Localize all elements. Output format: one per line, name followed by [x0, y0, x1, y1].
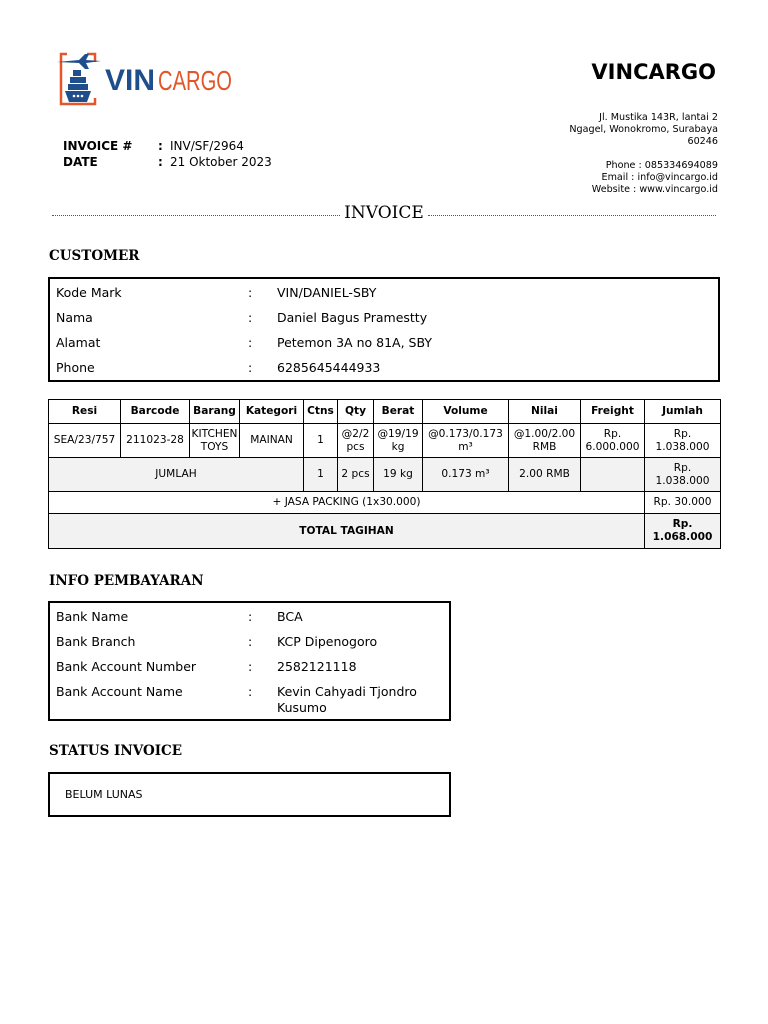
- column-header: Nilai: [509, 400, 581, 424]
- sum-qty: 2 pcs: [338, 458, 374, 492]
- status-section-title: STATUS INVOICE: [49, 743, 183, 759]
- invoice-date-label: DATE: [63, 154, 98, 169]
- table-header-row: [49, 400, 721, 424]
- table-cell: @1.00/2.00 RMB: [509, 424, 581, 458]
- payment-row: Bank Account Number : 2582121118: [56, 659, 449, 684]
- sum-ctns: 1: [304, 458, 338, 492]
- field-value: VIN/DANIEL-SBY: [277, 285, 377, 300]
- table-cell: Rp. 1.038.000: [645, 424, 721, 458]
- sum-freight: [581, 458, 645, 492]
- total-row: [49, 514, 721, 549]
- field-label: Bank Branch: [56, 634, 136, 649]
- table-row: [49, 424, 721, 458]
- total-value: Rp. 1.068.000: [645, 514, 721, 549]
- logo-text-vin: VIN: [105, 64, 156, 97]
- sum-label: JUMLAH: [49, 458, 304, 492]
- invoice-title-divider: [52, 203, 716, 227]
- field-value: BCA: [277, 609, 303, 624]
- table-cell: 1: [304, 424, 338, 458]
- customer-row: Nama : Daniel Bagus Pramestty: [56, 310, 718, 335]
- items-table: [48, 399, 721, 549]
- table-cell: @2/2 pcs: [338, 424, 374, 458]
- payment-box: [48, 601, 451, 721]
- field-value: KCP Dipenogoro: [277, 634, 378, 649]
- customer-row: Phone : 6285645444933: [56, 360, 718, 385]
- table-cell: @19/19 kg: [374, 424, 423, 458]
- address-line: Jl. Mustika 143R, lantai 2: [599, 112, 718, 123]
- customer-section-title: CUSTOMER: [49, 248, 140, 264]
- status-box: [48, 772, 451, 817]
- table-cell: Rp. 6.000.000: [581, 424, 645, 458]
- payment-row: Bank Branch : KCP Dipenogoro: [56, 634, 449, 659]
- company-phone: Phone : 085334694089: [605, 160, 718, 171]
- customer-row: Kode Mark : VIN/DANIEL-SBY: [56, 285, 718, 310]
- field-label: Phone: [56, 360, 95, 375]
- field-label: Bank Account Number: [56, 659, 197, 674]
- column-header: Freight: [581, 400, 645, 424]
- column-header: Berat: [374, 400, 423, 424]
- company-name: VINCARGO: [591, 60, 716, 84]
- payment-section-title: INFO PEMBAYARAN: [49, 573, 204, 589]
- table-cell: 211023-28: [121, 424, 190, 458]
- company-logo: [55, 50, 235, 108]
- sum-nilai: 2.00 RMB: [509, 458, 581, 492]
- customer-row: Alamat : Petemon 3A no 81A, SBY: [56, 335, 718, 360]
- table-cell: KITCHEN TOYS: [190, 424, 240, 458]
- field-label: Bank Name: [56, 609, 129, 624]
- field-label: Bank Account Name: [56, 684, 183, 699]
- packing-label: + JASA PACKING (1x30.000): [49, 492, 645, 514]
- column-header: Barcode: [121, 400, 190, 424]
- column-header: Resi: [49, 400, 121, 424]
- company-address: [458, 112, 718, 196]
- ship-plane-logo-icon: [55, 50, 235, 108]
- payment-row: Bank Name : BCA: [56, 609, 449, 634]
- column-header: Barang: [190, 400, 240, 424]
- column-header: Ctns: [304, 400, 338, 424]
- table-cell: SEA/23/757: [49, 424, 121, 458]
- sum-berat: 19 kg: [374, 458, 423, 492]
- field-value: 6285645444933: [277, 360, 381, 375]
- table-cell: @0.173/0.173 m³: [423, 424, 509, 458]
- column-header: Qty: [338, 400, 374, 424]
- field-value: Daniel Bagus Pramestty: [277, 310, 428, 325]
- field-value: Petemon 3A no 81A, SBY: [277, 335, 432, 350]
- packing-row: [49, 492, 721, 514]
- column-header: Volume: [423, 400, 509, 424]
- invoice-date: 21 Oktober 2023: [170, 154, 272, 169]
- field-label: Nama: [56, 310, 93, 325]
- field-value: Kevin Cahyadi Tjondro Kusumo: [277, 684, 417, 715]
- payment-row: Bank Account Name : Kevin Cahyadi Tjondro Kusumo: [56, 684, 449, 716]
- column-header: Kategori: [240, 400, 304, 424]
- packing-value: Rp. 30.000: [645, 492, 721, 514]
- column-header: Jumlah: [645, 400, 721, 424]
- sum-jumlah: Rp. 1.038.000: [645, 458, 721, 492]
- sum-volume: 0.173 m³: [423, 458, 509, 492]
- company-website: Website : www.vincargo.id: [591, 184, 718, 195]
- invoice-meta: INVOICE # : INV/SF/2964 DATE : 21 Oktober 2023: [63, 139, 272, 169]
- field-label: Alamat: [56, 335, 101, 350]
- invoice-title: INVOICE: [344, 203, 424, 223]
- total-label: TOTAL TAGIHAN: [49, 514, 645, 549]
- address-line: 60246: [687, 136, 718, 147]
- invoice-number: INV/SF/2964: [170, 139, 244, 153]
- sum-row: [49, 458, 721, 492]
- invoice-number-label: INVOICE #: [63, 139, 133, 153]
- company-email: Email : info@vincargo.id: [601, 172, 718, 183]
- field-value: 2582121118: [277, 659, 357, 674]
- field-label: Kode Mark: [56, 285, 122, 300]
- address-line: Ngagel, Wonokromo, Surabaya: [569, 124, 718, 135]
- logo-text-cargo: CARGO: [158, 65, 232, 96]
- table-cell: MAINAN: [240, 424, 304, 458]
- customer-box: [48, 277, 720, 382]
- status-value: BELUM LUNAS: [65, 788, 143, 801]
